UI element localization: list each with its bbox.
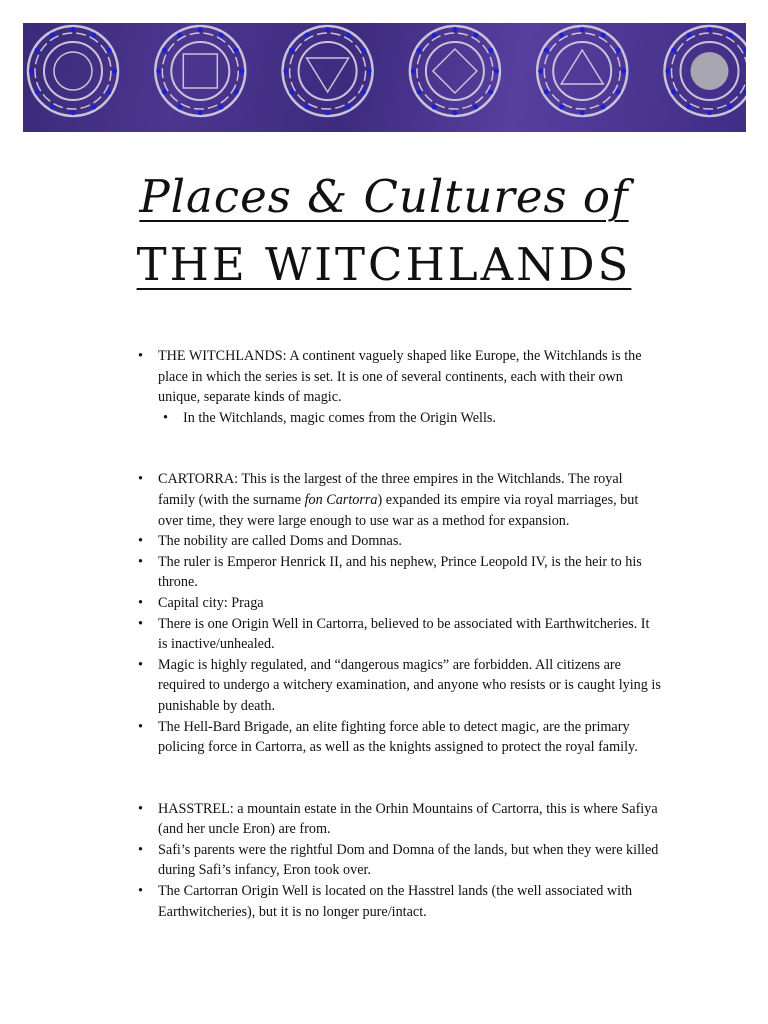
- sublist-witchlands: [163, 408, 662, 429]
- emblem-up-triangle-icon: [537, 26, 627, 116]
- list-item: • The ruler is Emperor Henrick II, and his nephew, Prince Leopold IV, is the heir to his throne.: [138, 552, 662, 593]
- section-cartorra: [138, 469, 662, 757]
- list-item: • There is one Origin Well in Cartorra, believed to be associated with Earthwitcheries. It is inactive/unhealed.: [138, 614, 662, 655]
- section-spacer: [138, 758, 662, 799]
- emblem-square-icon: [155, 26, 245, 116]
- banner-emblems: [23, 23, 746, 132]
- list-item: • Magic is highly regulated, and “dangerous magics” are forbidden. All citizens are required to undergo a witchery examination, and anyone who resists or is caught lying is punishable by death.: [138, 655, 662, 717]
- document-body: [138, 346, 662, 922]
- emblem-filled-circle-icon: [665, 26, 747, 116]
- list-item: • The Cartorran Origin Well is located on the Hasstrel lands (the well associated with Earthwitcheries), but it is no longer pure/intact.: [138, 881, 662, 922]
- list-item: • HASSTREL: a mountain estate in the Orhin Mountains of Cartorra, this is where Safiya (and her uncle Eron) are from.: [138, 799, 662, 840]
- section-spacer: [138, 428, 662, 469]
- list-item: • CARTORRA: This is the largest of the three empires in the Witchlands. The royal family (with the surname fon Cartorra) expanded its empire via royal marriages, but over time, they were large enough to use war as a method for expansion.: [138, 469, 662, 531]
- list-item: • Capital city: Praga: [138, 593, 662, 614]
- list-item: • The Hell-Bard Brigade, an elite fighting force able to detect magic, are the primary policing force in Cartorra, as well as the knights assigned to protect the royal family.: [138, 717, 662, 758]
- emblem-diamond-icon: [410, 26, 500, 116]
- section-hasstrel: [138, 799, 662, 923]
- page-title-line-1: Places & Cultures of: [139, 170, 629, 223]
- list-item: • Safi’s parents were the rightful Dom and Domna of the lands, but when they were killed during Safi’s infancy, Eron took over.: [138, 840, 662, 881]
- section-witchlands: [138, 346, 662, 408]
- list-item: • THE WITCHLANDS: A continent vaguely shaped like Europe, the Witchlands is the place in which the series is set. It is one of several continents, each with their own unique, separate kinds of magic.: [138, 346, 662, 408]
- header-banner: [23, 23, 746, 132]
- list-item: • The nobility are called Doms and Domnas.: [138, 531, 662, 552]
- emblem-circle-icon: [28, 26, 118, 116]
- list-item: • In the Witchlands, magic comes from the Origin Wells.: [163, 408, 662, 429]
- emblem-down-triangle-icon: [283, 26, 373, 116]
- page-title-line-2: THE WITCHLANDS: [136, 238, 632, 291]
